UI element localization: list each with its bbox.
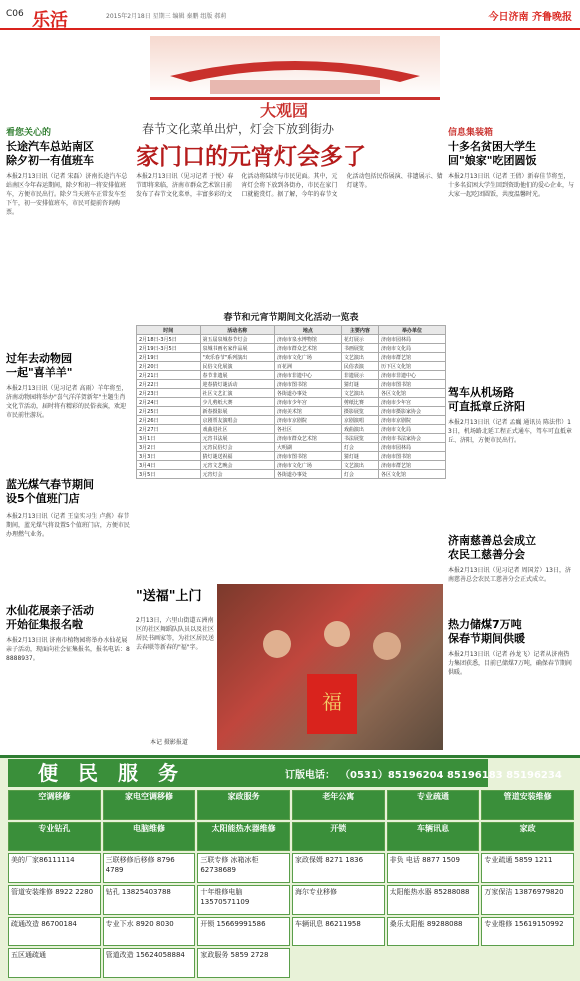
table-cell: 济南市群艺馆 xyxy=(379,353,446,362)
table-cell: 元宵书法展 xyxy=(200,434,274,443)
table-cell: 各社区 xyxy=(274,425,341,434)
ad-category-header: 老年公寓 xyxy=(292,790,385,820)
table-cell: 各区文化馆 xyxy=(379,470,446,479)
table-cell: 济南市京剧院 xyxy=(274,416,341,425)
ad-listing: 管道安装维修 8922 2280 xyxy=(8,885,101,915)
table-cell: 3月5日 xyxy=(137,470,201,479)
table-row xyxy=(137,344,446,353)
table-cell: 迎春猜灯谜活动 xyxy=(200,380,274,389)
ad-listing: 专业下水 8920 8030 xyxy=(103,917,196,947)
photo-credit: 本记 摄影报道 xyxy=(150,739,188,746)
table-cell: 文艺演出 xyxy=(341,389,378,398)
right-article-3-body: 本报2月13日讯（见习记者 周国芳）13日，济南慈善总会农民工慈善分会正式成立。 xyxy=(448,567,571,583)
table-row xyxy=(137,443,446,452)
table-cell: 元宵民俗灯会 xyxy=(200,443,274,452)
table-row xyxy=(137,452,446,461)
svg-text:福: 福 xyxy=(322,690,342,714)
table-cell: 2月20日 xyxy=(137,362,201,371)
activity-table-block xyxy=(136,310,446,479)
left-article-4-title: 水仙花展亲子活动 开始征集报名啦 xyxy=(6,604,94,631)
left-article-3-title: 蓝光煤气春节期间 设5个值班门店 xyxy=(6,478,94,505)
table-row xyxy=(137,353,446,362)
table-cell: 3月2日 xyxy=(137,443,201,452)
left-article-1-body: 本报2月13日讯（记者 宋磊）济南长途汽车总站南区今年春运期间，除夕和初一将安排值班车，方便市民出行。除夕当天班车正常发车至下午，初一安排值班车，市民可提前咨询购票。 xyxy=(6,173,128,216)
table-cell: 2月19日-3月5日 xyxy=(137,344,201,353)
ad-category-header: 车辆讯息 xyxy=(387,822,480,852)
table-cell: 济南市园林局 xyxy=(379,443,446,452)
table-cell: 灯会 xyxy=(341,443,378,452)
ad-listing: 五区通疏通 xyxy=(8,948,101,978)
table-cell: 2月22日 xyxy=(137,380,201,389)
ad-listing: 桑乐太阳能 89288088 xyxy=(387,917,480,947)
table-cell: 2月21日 xyxy=(137,371,201,380)
table-cell: 各区文化馆 xyxy=(379,389,446,398)
right-article-3-title: 济南慈善总会成立 农民工慈善分会 xyxy=(448,534,536,561)
right-article-4-title: 热力储煤7万吨 保春节期间供暖 xyxy=(448,618,525,645)
table-row xyxy=(137,398,446,407)
table-row xyxy=(137,335,446,344)
temple-roof-icon xyxy=(150,36,440,100)
ad-listing: 家政保姆 8271 1836 xyxy=(292,853,385,883)
table-cell: 历下区文化馆 xyxy=(379,362,446,371)
left-column-tag: 看您关心的 xyxy=(6,128,52,138)
ad-listing: 非负 电话 8877 1509 xyxy=(387,853,480,883)
table-cell: 民俗文化展演 xyxy=(200,362,274,371)
table-cell: 2月23日 xyxy=(137,389,201,398)
table-cell: 2月27日 xyxy=(137,425,201,434)
table-cell: 戏曲演出 xyxy=(341,425,378,434)
table-cell: 济南市文化广场 xyxy=(274,353,341,362)
table-cell: 社区文艺汇演 xyxy=(200,389,274,398)
ad-category-header: 家政服务 xyxy=(197,790,290,820)
ad-listing: 万家保洁 13876979820 xyxy=(481,885,574,915)
table-cell: 济南市京剧院 xyxy=(379,416,446,425)
article-subtitle: 春节文化菜单出炉，灯会下放到街办 xyxy=(142,122,335,136)
table-cell: 济南市园林局 xyxy=(379,335,446,344)
article-title: 家门口的元宵灯会多了 xyxy=(136,144,366,170)
table-row xyxy=(137,470,446,479)
table-cell: 花灯展示 xyxy=(341,335,378,344)
ad-listing: 管道改造 15624058884 xyxy=(103,948,196,978)
table-cell: 济南市少年宫 xyxy=(379,398,446,407)
table-cell: 2月26日 xyxy=(137,416,201,425)
table-cell: 猜灯谜 xyxy=(341,380,378,389)
table-cell: 济南市书法家协会 xyxy=(379,434,446,443)
news-photo xyxy=(217,584,443,750)
ad-listing: 开锁 15669991586 xyxy=(197,917,290,947)
newspaper-logo: 今日济南 齐鲁晚报 xyxy=(488,12,572,23)
photo-title: "送福"上门 xyxy=(136,589,202,604)
ads-title: 便民服务 xyxy=(8,759,488,787)
table-cell: 济南市群众艺术馆 xyxy=(274,344,341,353)
right-column-tag: 信息集装箱 xyxy=(448,128,494,138)
table-cell: 济南市非遗中心 xyxy=(274,371,341,380)
table-cell: 书法展览 xyxy=(341,434,378,443)
ad-category-header: 专业钻孔 xyxy=(8,822,101,852)
photo-caption: 2月13日，六里山街道五洲南区的社区舞蹈队队员以及社区居民书画家等，为社区居民送去春联等新春的"福"字。 xyxy=(136,617,214,651)
right-article-1-body: 本报2月13日讯（记者 王倩）新春佳节将至，十多名贫困大学生回到资助他们的爱心企业，与大家一起吃团圆饭，共度温馨时光。 xyxy=(448,173,574,198)
ads-phone-label: 订版电话： xyxy=(285,770,335,781)
table-cell: 济南市图书馆 xyxy=(379,380,446,389)
column-name: 大观园 xyxy=(260,101,309,120)
table-cell: 济南市泉水博物馆 xyxy=(274,335,341,344)
table-row xyxy=(137,434,446,443)
ad-category-header: 电脑维修 xyxy=(103,822,196,852)
table-cell: 书画展览 xyxy=(341,344,378,353)
table-cell: 济南市摄影家协会 xyxy=(379,407,446,416)
table-header-cell: 活动名称 xyxy=(200,326,274,335)
table-cell: 元宵灯会 xyxy=(200,470,274,479)
ad-category-header: 管道安装维修 xyxy=(481,790,574,820)
table-row xyxy=(137,461,446,470)
table-cell: 猜灯谜送祝福 xyxy=(200,452,274,461)
table-row xyxy=(137,416,446,425)
table-cell: 剪纸比赛 xyxy=(341,398,378,407)
table-header-cell: 主要内容 xyxy=(341,326,378,335)
table-cell: 文艺演出 xyxy=(341,353,378,362)
page-number: C06 xyxy=(6,9,24,19)
ad-category-header: 专业疏通 xyxy=(387,790,480,820)
table-row xyxy=(137,380,446,389)
right-article-1-title: 十多名贫困大学生 回"娘家"吃团圆饭 xyxy=(448,140,537,167)
table-cell: 济南市文化广场 xyxy=(274,461,341,470)
table-cell: 济南市群艺馆 xyxy=(379,461,446,470)
table-cell: 灯会 xyxy=(341,470,378,479)
table-cell: 济南美术馆 xyxy=(274,407,341,416)
table-cell: 济南市非遗中心 xyxy=(379,371,446,380)
ads-grid xyxy=(8,790,574,978)
table-cell: 3月3日 xyxy=(137,452,201,461)
left-article-4-body: 本报2月13日讯 济南市植物园将举办水仙花展亲子活动，现面向社会征集报名，报名电话：88888937。 xyxy=(6,637,130,662)
left-article-1-title: 长途汽车总站南区 除夕初一有值班车 xyxy=(6,140,94,167)
table-header-cell: 时间 xyxy=(137,326,201,335)
table-cell: 戏曲进社区 xyxy=(200,425,274,434)
table-row xyxy=(137,362,446,371)
ad-category-header: 开锁 xyxy=(292,822,385,852)
table-cell: 文艺演出 xyxy=(341,461,378,470)
table-cell: 各街道办事处 xyxy=(274,389,341,398)
table-cell: 济南市群众艺术馆 xyxy=(274,434,341,443)
table-cell: 非遗展示 xyxy=(341,371,378,380)
table-cell: 2月18日-3月5日 xyxy=(137,335,201,344)
table-cell: 3月1日 xyxy=(137,434,201,443)
ad-category-header: 家政 xyxy=(481,822,574,852)
dateline: 2015年2月18日 星期三 编辑 秦鹏 组版 郝莉 xyxy=(106,13,227,20)
table-cell: 摄影展览 xyxy=(341,407,378,416)
ad-category-header: 家电空调移修 xyxy=(103,790,196,820)
table-cell: 京剧票友演唱会 xyxy=(200,416,274,425)
ad-listing: 钻孔 13825403788 xyxy=(103,885,196,915)
table-cell: 2月25日 xyxy=(137,407,201,416)
table-cell: 元宵文艺晚会 xyxy=(200,461,274,470)
crowd-photo-icon xyxy=(217,584,443,750)
table-cell: "欢乐春节"系列演出 xyxy=(200,353,274,362)
ad-listing: 专业疏通 5859 1211 xyxy=(481,853,574,883)
right-article-2-body: 本报2月13日讯（记者 孟巍 通讯员 陈法伟）13日，机场路北延工程正式通车，驾车可直抵章丘、济阳，方便市民出行。 xyxy=(448,419,572,444)
ad-listing: 太阳能热水器 85288088 xyxy=(387,885,480,915)
ad-category-header: 太阳能热水器维修 xyxy=(197,822,290,852)
table-cell: 春节非遗展 xyxy=(200,371,274,380)
ads-phone-numbers: （0531）85196204 85196183 85196234 xyxy=(340,770,562,781)
right-article-4-body: 本报2月13日讯（记者 孙龙飞）记者从济南热力集团获悉，目前已储煤7万吨，确保春节期间供暖。 xyxy=(448,651,572,676)
ad-listing: 十年维修电脑 13570571109 xyxy=(197,885,290,915)
activity-table xyxy=(136,325,446,479)
ad-listing: 疏通改造 86700184 xyxy=(8,917,101,947)
table-cell: 3月4日 xyxy=(137,461,201,470)
table-cell: 京剧演唱 xyxy=(341,416,378,425)
left-article-2-body: 本报2月13日讯（见习记者 高雨）羊年将至，济南动物园将举办"喜气洋洋贺新年"主题生肖文化节活动，届时将有精彩的民俗表演，欢迎市民前往游玩。 xyxy=(6,385,128,419)
left-article-2-title: 过年去动物园 一起"喜羊羊" xyxy=(6,352,73,379)
ad-listing: 专业维修 15619150992 xyxy=(481,917,574,947)
ad-listing: 美的厂家86111114 xyxy=(8,853,101,883)
table-caption: 春节和元宵节期间文化活动一览表 xyxy=(223,313,359,323)
table-cell: 济南市图书馆 xyxy=(379,452,446,461)
table-header-cell: 地点 xyxy=(274,326,341,335)
table-row xyxy=(137,407,446,416)
table-cell: 民俗表演 xyxy=(341,362,378,371)
table-cell: 少儿剪纸大赛 xyxy=(200,398,274,407)
table-cell: 2月19日 xyxy=(137,353,201,362)
table-cell: 济南市图书馆 xyxy=(274,452,341,461)
table-cell: 猜灯谜 xyxy=(341,452,378,461)
table-row xyxy=(137,389,446,398)
table-cell: 各街道办事处 xyxy=(274,470,341,479)
table-cell: 百花洲 xyxy=(274,362,341,371)
table-cell: 济南市文化局 xyxy=(379,425,446,434)
table-header-cell: 举办单位 xyxy=(379,326,446,335)
table-cell: 2月24日 xyxy=(137,398,201,407)
right-article-2-title: 驾车从机场路 可直抵章丘济阳 xyxy=(448,386,525,413)
section-name: 乐活 xyxy=(32,10,68,31)
table-cell: 第五届泉城春节灯会 xyxy=(200,335,274,344)
ad-listing: 车辆讯息 86211958 xyxy=(292,917,385,947)
table-cell: 济南市图书馆 xyxy=(274,380,341,389)
lead-article-body: 本报2月13日讯（见习记者 于悦）春节即将来临，济南市群众艺术馆日前发布了春节文化菜单，丰富多彩的文化活动将陆续与市民见面。其中，元宵灯会将下放到各街办，市民在家门口就能赏灯。据了解，今年的春节文化活动包括民俗展演、非遗展示、猜灯谜等。 xyxy=(136,173,443,198)
left-article-3-body: 本报2月13日讯（记者 王皇实习生 卢燕）春节期间，蓝光煤气将设置5个值班门店，方便市民办理燃气业务。 xyxy=(6,513,130,538)
ad-listing: 海尔专业移修 xyxy=(292,885,385,915)
table-cell: 新春摄影展 xyxy=(200,407,274,416)
table-cell: 泉城书画名家作品展 xyxy=(200,344,274,353)
ad-listing: 家政服务 5859 2728 xyxy=(197,948,290,978)
temple-roof-illustration xyxy=(150,36,440,100)
table-cell: 济南市少年宫 xyxy=(274,398,341,407)
page-header xyxy=(0,0,580,30)
table-row xyxy=(137,425,446,434)
ad-listing: 三联专修 冰箱冰柜62738689 xyxy=(197,853,290,883)
table-row xyxy=(137,371,446,380)
table-cell: 济南市文化局 xyxy=(379,344,446,353)
ad-category-header: 空调移修 xyxy=(8,790,101,820)
ad-listing: 三联移修后移修 8796 4789 xyxy=(103,853,196,883)
table-cell: 大明湖 xyxy=(274,443,341,452)
